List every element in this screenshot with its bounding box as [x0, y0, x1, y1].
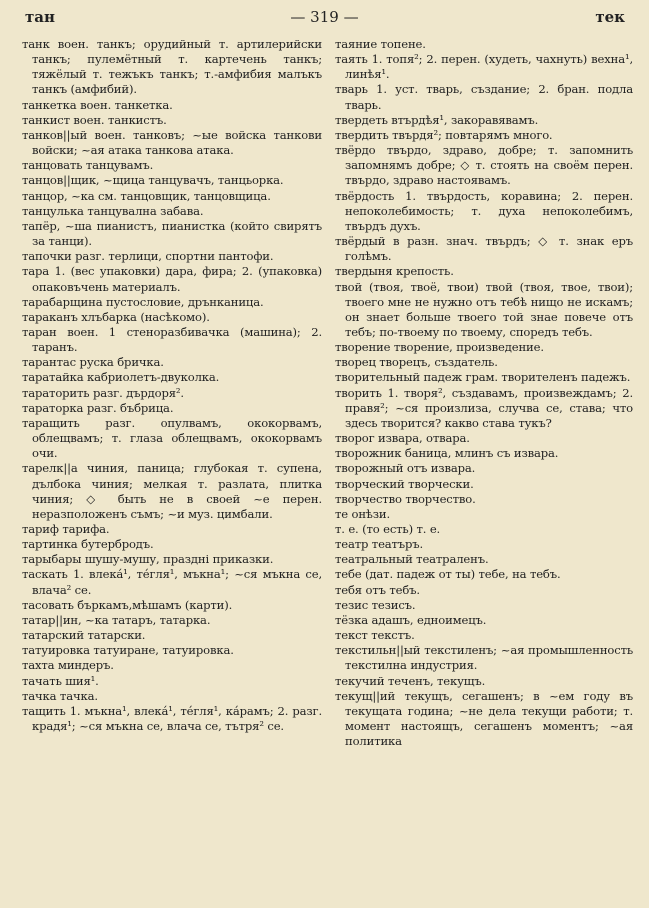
dictionary-entry: творчество творчество.	[335, 491, 476, 506]
dictionary-entry: танцулька танцувална забава.	[22, 203, 204, 218]
dictionary-entry: твердеть втърдѣя¹, закоравявамъ.	[335, 112, 539, 127]
dictionary-entry: тачка тачка.	[22, 688, 98, 703]
dictionary-entry: творожник баница, млинъ съ извара.	[335, 446, 559, 461]
dictionary-entry: тариф тарифа.	[22, 522, 110, 536]
dictionary-entry: танцор, ~ка см. танцовщик, танцовщица.	[22, 188, 271, 203]
left-guide-word: тан	[25, 8, 55, 26]
dictionary-entry: твой (твоя, твоё, твои) твой (твоя, твое, твои); твоего мне не нужно отъ тебѣ нищо не искамъ; он знает больше твоего той знае повече отъ тебъ; по-твоему по твоему, споредъ тебъ.	[335, 279, 633, 339]
dictionary-entry: тачать шия¹.	[22, 673, 99, 688]
dictionary-entry: танкист воен. танкистъ.	[22, 112, 167, 127]
dictionary-entry: текучий теченъ, текущъ.	[335, 673, 486, 688]
dictionary-entry: тараторить разг. дърдоря².	[22, 385, 184, 400]
dictionary-entry: тарелк||а чиния, паница; глубокая т. супена, дълбока чиния; мелкая т. разлата, плитка чиния; ◇ быть не в своей ~е перен. неразположенъ съмъ; ~и муз. цимбали.	[22, 461, 322, 521]
dictionary-entry: текстильн||ый текстиленъ; ~ая промышленность текстилна индустрия.	[335, 643, 633, 673]
dictionary-entry: татар||ин, ~ка татаръ, татарка.	[22, 612, 211, 627]
dictionary-entry: театральный театраленъ.	[335, 552, 489, 567]
dictionary-entry: тараторка разг. бъбрица.	[22, 400, 174, 415]
dictionary-entry: т. е. (то есть) т. е.	[335, 522, 441, 536]
dictionary-entry: тапёр, ~ша пианистъ, пианистка (който свирятъ за танци).	[22, 218, 322, 249]
page-number: — 319 —	[290, 8, 359, 26]
dictionary-entry: таскать 1. влекá¹, тéгля¹, мъкна¹; ~ся мъкна се, влача² се.	[22, 567, 322, 597]
dictionary-entry: тартинка бутербродъ.	[22, 537, 154, 552]
dictionary-entry: творительный падеж грам. творителенъ падежъ.	[335, 370, 631, 385]
right-column	[335, 37, 633, 899]
dictionary-entry: тебе (дат. падеж от ты) тебе, на тебъ.	[335, 567, 561, 582]
dictionary-entry: таяние топене.	[335, 37, 426, 51]
dictionary-entry: танкетка воен. танкетка.	[22, 97, 173, 112]
dictionary-entry: тараканъ хлъбарка (наcѣкомо).	[22, 309, 210, 324]
dictionary-entry: танцовать танцувамъ.	[22, 158, 154, 173]
dictionary-entry: тезис тезисъ.	[335, 597, 416, 612]
dictionary-entry: тапочки разг. терлици, спортни пантофи.	[22, 249, 274, 264]
dictionary-entry: текст текстъ.	[335, 628, 415, 643]
dictionary-entry: текущ||ий текущъ, сегашенъ; в ~ем году въ текущата година; ~не дела текущи работи; т. момент настоящъ, сегашенъ моментъ; ~ая политика	[335, 688, 633, 749]
dictionary-entry: танк воен. танкъ; орудийный т. артилерийски танкъ; пулемётный т. картечень танкъ; тяжёлый т. тежъкъ танкъ; т.-амфибия малъкъ танкъ (амфибий).	[22, 37, 322, 97]
dictionary-entry: творить 1. творя², създавамъ, произвеждамъ; 2. правя²; ~ся произлиза, случва се, става; что здесь творится? какво става тукъ?	[335, 385, 633, 430]
dictionary-entry: тебя отъ тебъ.	[335, 582, 420, 597]
dictionary-entry: творение творение, произведение.	[335, 340, 544, 355]
dictionary-entry: таратайка кабриолетъ-двуколка.	[22, 370, 220, 385]
page-header	[0, 6, 649, 32]
dictionary-entry: таращить разг. опулвамъ, ококорвамъ, облещвамъ; т. глаза облещвамъ, ококорвамъ очи.	[22, 415, 322, 461]
dictionary-entry: тварь 1. уст. тварь, създание; 2. бран. подла тварь.	[335, 82, 633, 112]
dictionary-entry: тарантас руска бричка.	[22, 355, 164, 370]
dictionary-entry: тасовать бъркамъ,мѣшамъ (карти).	[22, 597, 233, 612]
dictionary-entry: танков||ый воен. танковъ; ~ые войска танкови войски; ~ая атака танкова атака.	[22, 127, 322, 158]
dictionary-entry: твёрдость 1. твърдость, коравина; 2. перен. непоколебимость; т. духа непоколебимъ, твърдъ духъ.	[335, 188, 633, 233]
dictionary-entry: творец творецъ, създатель.	[335, 355, 498, 370]
dictionary-entry: творожный отъ извара.	[335, 461, 476, 476]
dictionary-entry: творог извара, отвара.	[335, 431, 470, 446]
dictionary-entry: твёрдо твърдо, здраво, добре; т. запомнить запомнямъ добре; ◇ т. стоять на своём перен. твърдо, здраво настоявамъ.	[335, 143, 633, 188]
right-guide-word: тек	[595, 8, 625, 26]
dictionary-entry: твёрдый в разн. знач. твърдъ; ◇ т. знак еръ голѣмъ.	[335, 234, 633, 264]
dictionary-entry: танцов||щик, ~щица танцувачъ, танцьорка.	[22, 173, 284, 188]
dictionary-entry: тёзка адашъ, едноимецъ.	[335, 612, 487, 627]
dictionary-entry: театр театъръ.	[335, 537, 424, 552]
dictionary-entry: твердить твърдя²; повтарямъ многo.	[335, 127, 553, 142]
dictionary-entry: творческий творчески.	[335, 476, 474, 491]
dictionary-entry: тахта миндеръ.	[22, 658, 114, 673]
dictionary-entry: тарыбары шушу-мушу, празднi приказки.	[22, 552, 274, 567]
dictionary-entry: татуировка татуиране, татуировка.	[22, 643, 234, 658]
dictionary-entry: твердыня крепость.	[335, 264, 454, 279]
dictionary-entry: тарабарщина пустословие, дрънканица.	[22, 294, 264, 309]
dictionary-entry: тара 1. (вес упаковки) дара, фира; 2. (упаковка) опаковъчень материалъ.	[22, 264, 322, 294]
dictionary-entry: таран воен. 1 стеноразбивачка (машина); 2. таранъ.	[22, 324, 322, 355]
dictionary-entry: таять 1. топя²; 2. перен. (худеть, чахнуть) вехна¹, линѣя¹.	[335, 52, 633, 82]
dictionary-entry: татарский татарски.	[22, 628, 146, 643]
dictionary-entry: тащить 1. мъкна¹, влекá¹, тéгля¹, кáрамъ; 2. разг. крадя¹; ~ся мъкна се, влача се, тътря² се.	[22, 703, 322, 734]
left-column	[22, 37, 322, 899]
dictionary-entry: те онѣзи.	[335, 506, 391, 521]
